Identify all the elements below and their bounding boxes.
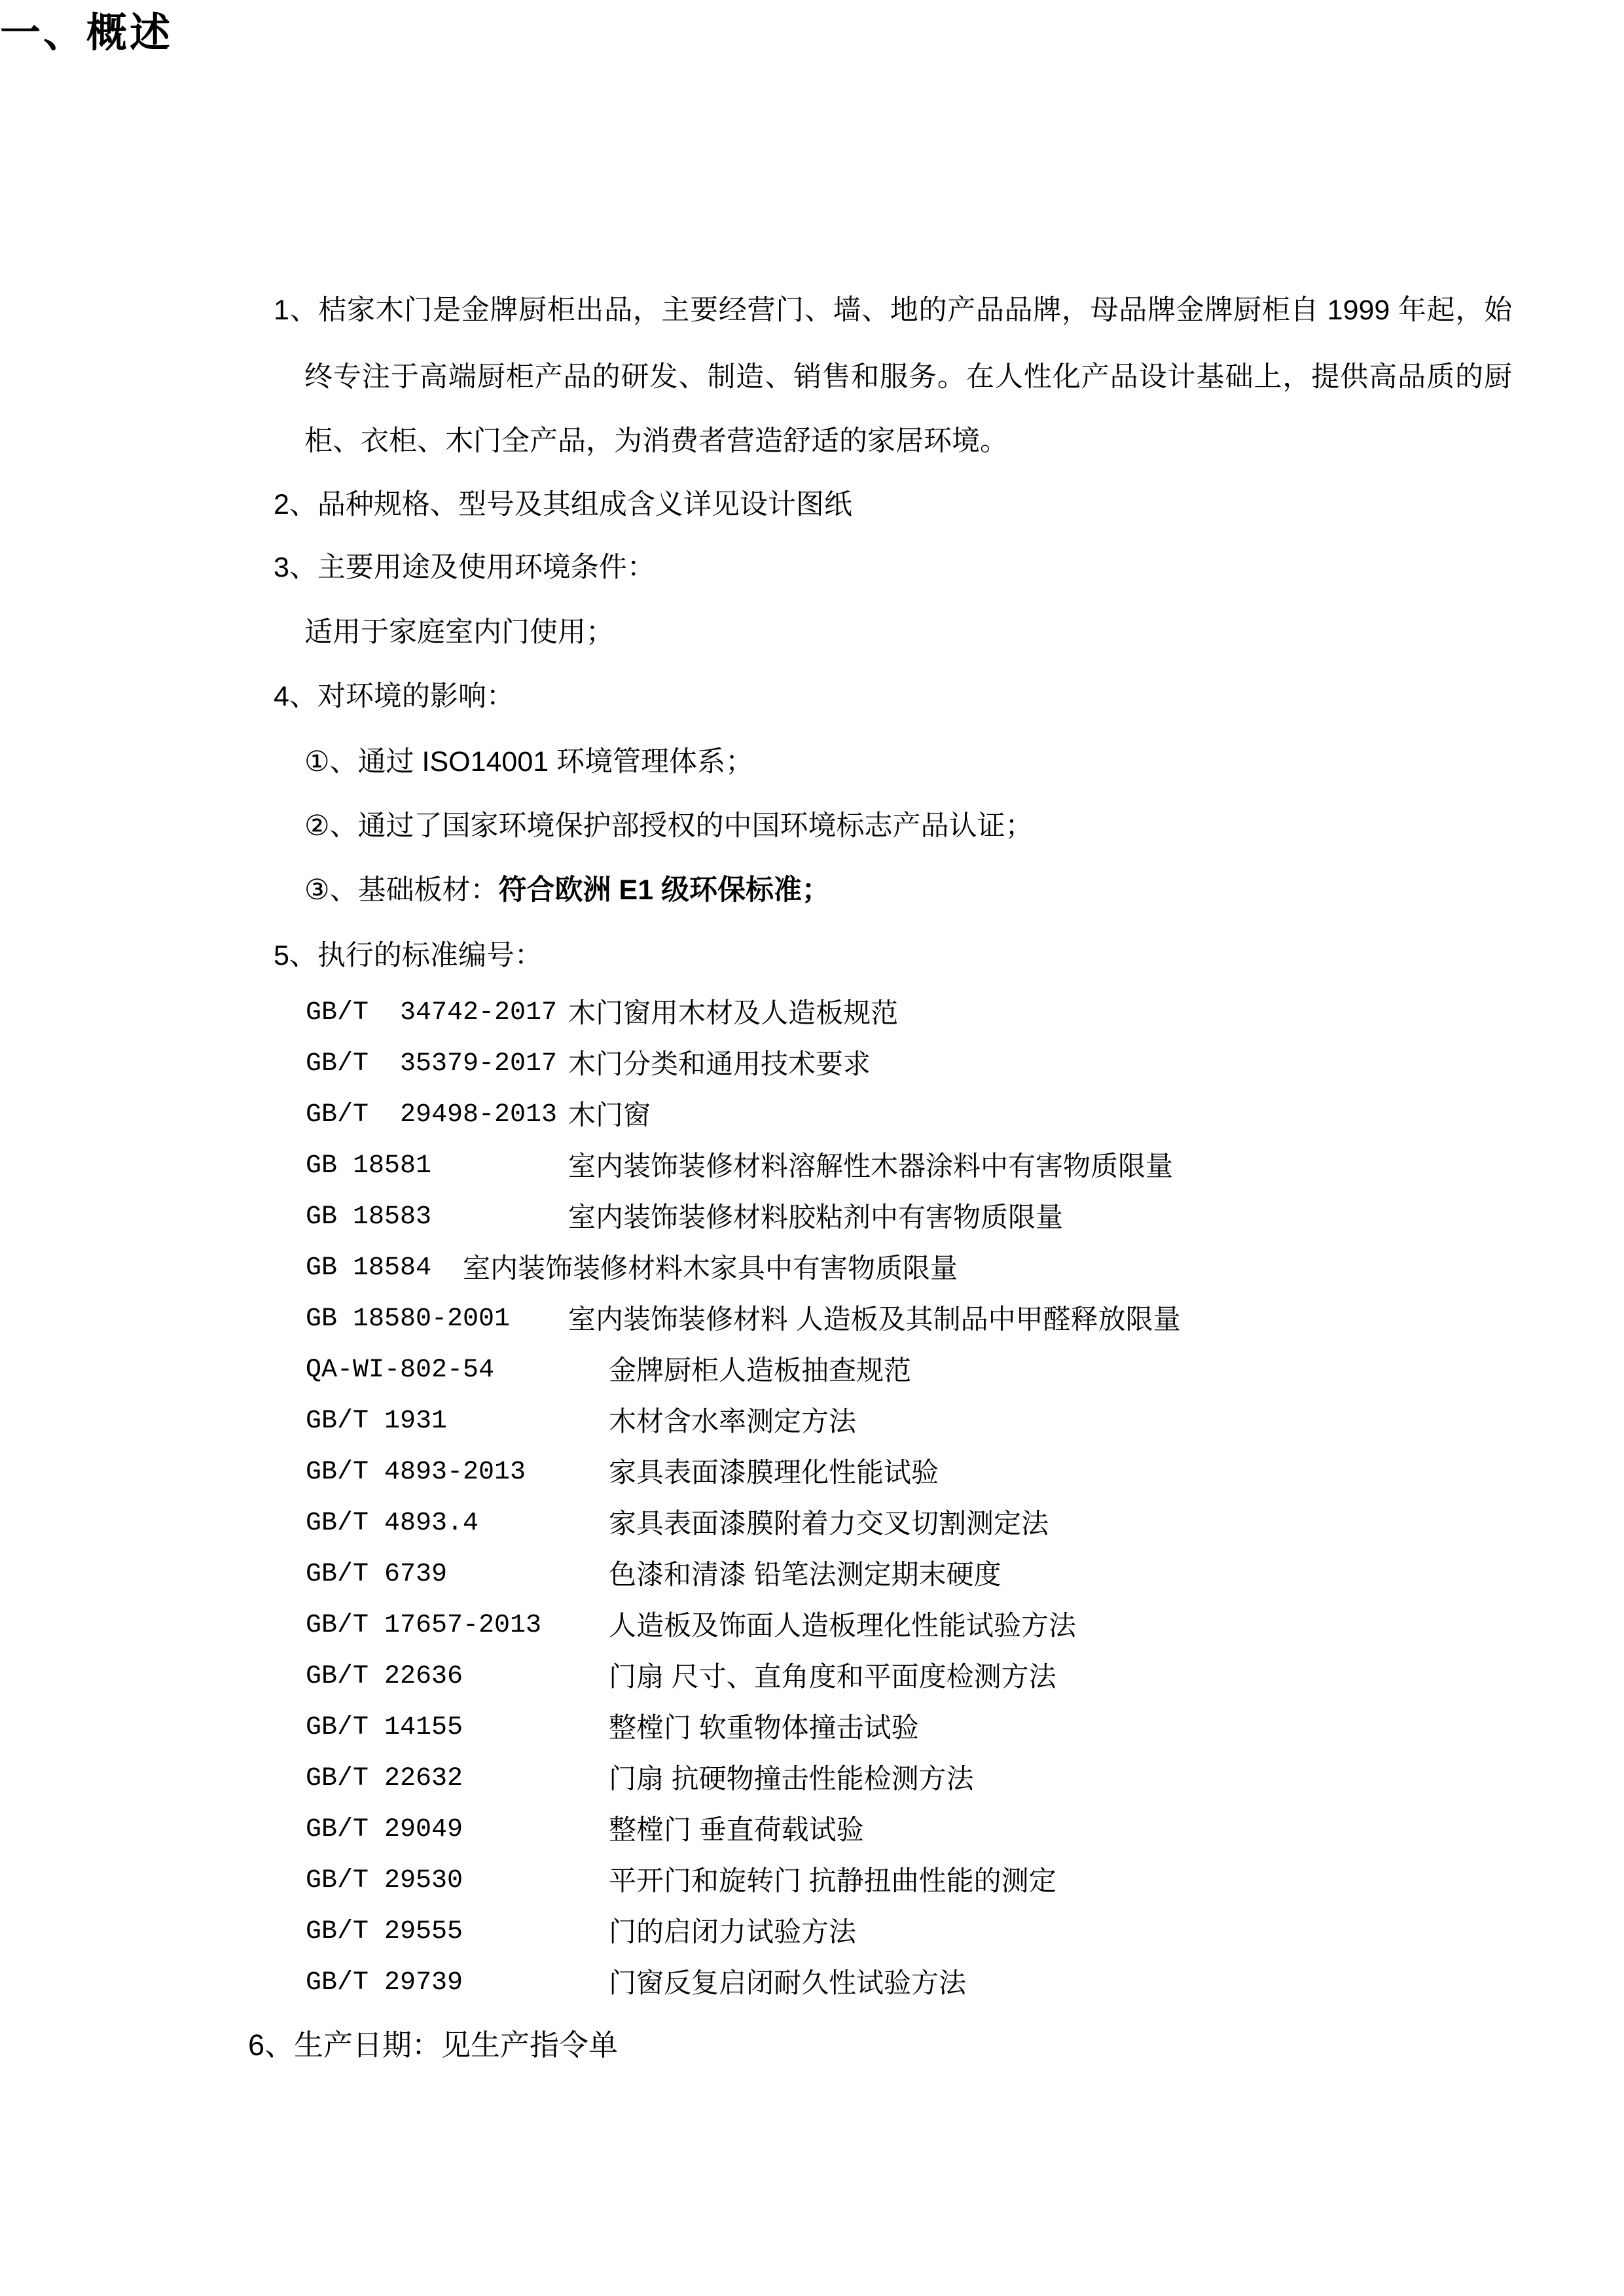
list-item-4: 4、对环境的影响：: [274, 681, 514, 712]
standard-name: 室内装饰装修材料 人造板及其制品中甲醛释放限量: [568, 1304, 1181, 1335]
list-item-4-sub-2: ②、通过了国家环境保护部授权的中国环境标志产品认证；: [304, 810, 1034, 842]
table-row: [306, 1958, 1549, 2009]
standard-code: GB/T 1931: [306, 1407, 448, 1436]
standard-name: 色漆和清漆 铅笔法测定期末硬度: [609, 1559, 1001, 1590]
standard-code: GB 18580-2001: [306, 1304, 511, 1334]
section-heading: 一、概述: [0, 10, 173, 56]
list-item-3-detail: 适用于家庭室内门使用；: [304, 617, 614, 648]
list-item-6: 6、生产日期：见生产指令单: [248, 2028, 619, 2062]
table-row: [306, 1856, 1549, 1907]
standard-name: 家具表面漆膜附着力交叉切割测定法: [609, 1508, 1049, 1539]
standard-name: 室内装饰装修材料溶解性木器涂料中有害物质限量: [568, 1151, 1174, 1181]
list-item-3: 3、主要用途及使用环境条件：: [274, 552, 655, 583]
standard-code: GB/T 29739: [306, 1968, 463, 1998]
table-row: [306, 1192, 1549, 1243]
standard-name: 室内装饰装修材料胶粘剂中有害物质限量: [568, 1202, 1064, 1232]
table-row: [306, 1447, 1549, 1498]
table-row: [306, 1702, 1549, 1753]
standard-name: 室内装饰装修材料木家具中有害物质限量: [463, 1253, 958, 1283]
table-row: [306, 1141, 1549, 1192]
standard-name: 木门窗用木材及人造板规范: [568, 997, 899, 1028]
standards-table: [306, 988, 1549, 2009]
standard-name: 门窗反复启闭耐久性试验方法: [609, 1967, 967, 1998]
table-row: [306, 1804, 1549, 1856]
standard-code: GB/T 29049: [306, 1815, 463, 1844]
standard-code: GB 18583: [306, 1202, 432, 1232]
table-row: [306, 1345, 1549, 1396]
standard-code: GB/T 29498-2013: [306, 1100, 558, 1130]
standard-code: GB/T 14155: [306, 1713, 463, 1742]
list-item-5: 5、执行的标准编号：: [274, 940, 543, 971]
list-item-4-sub-3: [304, 874, 830, 907]
standard-code: GB/T 6739: [306, 1560, 448, 1589]
intro-line-2: 终专注于高端厨柜产品的研发、制造、销售和服务。在人性化产品设计基础上，提供高品质的厨: [304, 361, 1512, 393]
table-row: [306, 1243, 1549, 1294]
table-row: [306, 1039, 1549, 1090]
table-row: [306, 1294, 1549, 1345]
list-item-2: 2、品种规格、型号及其组成含义详见设计图纸: [274, 489, 852, 520]
standard-code: GB/T 22632: [306, 1764, 463, 1793]
sub-3-prefix: ③、基础板材：: [304, 874, 499, 906]
table-row: [306, 1907, 1549, 1958]
standard-name: 木材含水率测定方法: [609, 1406, 857, 1437]
standard-name: 平开门和旋转门 抗静扭曲性能的测定: [609, 1865, 1056, 1896]
standard-code: GB 18584: [306, 1253, 432, 1283]
standard-name: 人造板及饰面人造板理化性能试验方法: [609, 1610, 1077, 1641]
standard-name: 木门窗: [568, 1100, 651, 1130]
standard-code: GB/T 4893.4: [306, 1509, 479, 1538]
standard-code: GB/T 4893-2013: [306, 1458, 526, 1487]
standard-code: GB/T 22636: [306, 1662, 463, 1691]
table-row: [306, 988, 1549, 1039]
table-row: [306, 1600, 1549, 1651]
standard-code: GB/T 29555: [306, 1917, 463, 1946]
standard-code: GB/T 17657-2013: [306, 1611, 542, 1640]
sub-3-bold-text: 符合欧洲 E1 级环保标准；: [498, 874, 831, 906]
standard-code: QA-WI-802-54: [306, 1355, 495, 1385]
standard-name: 整樘门 垂直荷载试验: [609, 1814, 864, 1845]
standard-name: 门的启闭力试验方法: [609, 1916, 857, 1947]
standard-name: 金牌厨柜人造板抽查规范: [609, 1355, 912, 1386]
standard-code: GB/T 29530: [306, 1866, 463, 1895]
table-row: [306, 1396, 1549, 1447]
standard-code: GB/T 35379-2017: [306, 1049, 558, 1079]
table-row: [306, 1090, 1549, 1141]
standard-name: 家具表面漆膜理化性能试验: [609, 1457, 939, 1488]
standard-code: GB 18581: [306, 1151, 432, 1181]
intro-line-1: 1、桔家木门是金牌厨柜出品，主要经营门、墙、地的产品品牌，母品牌金牌厨柜自 1999 年起，始: [274, 295, 1512, 326]
standard-name: 门扇 抗硬物撞击性能检测方法: [609, 1763, 974, 1794]
standard-name: 木门分类和通用技术要求: [568, 1049, 871, 1079]
standard-name: 整樘门 软重物体撞击试验: [609, 1712, 919, 1743]
table-row: [306, 1498, 1549, 1549]
intro-line-3: 柜、衣柜、木门全产品，为消费者营造舒适的家居环境。: [304, 425, 1008, 457]
table-row: [306, 1651, 1549, 1702]
list-item-4-sub-1: ①、通过 ISO14001 环境管理体系；: [304, 746, 754, 778]
table-row: [306, 1549, 1549, 1600]
table-row: [306, 1753, 1549, 1804]
standard-code: GB/T 34742-2017: [306, 998, 558, 1028]
standard-name: 门扇 尺寸、直角度和平面度检测方法: [609, 1661, 1056, 1692]
